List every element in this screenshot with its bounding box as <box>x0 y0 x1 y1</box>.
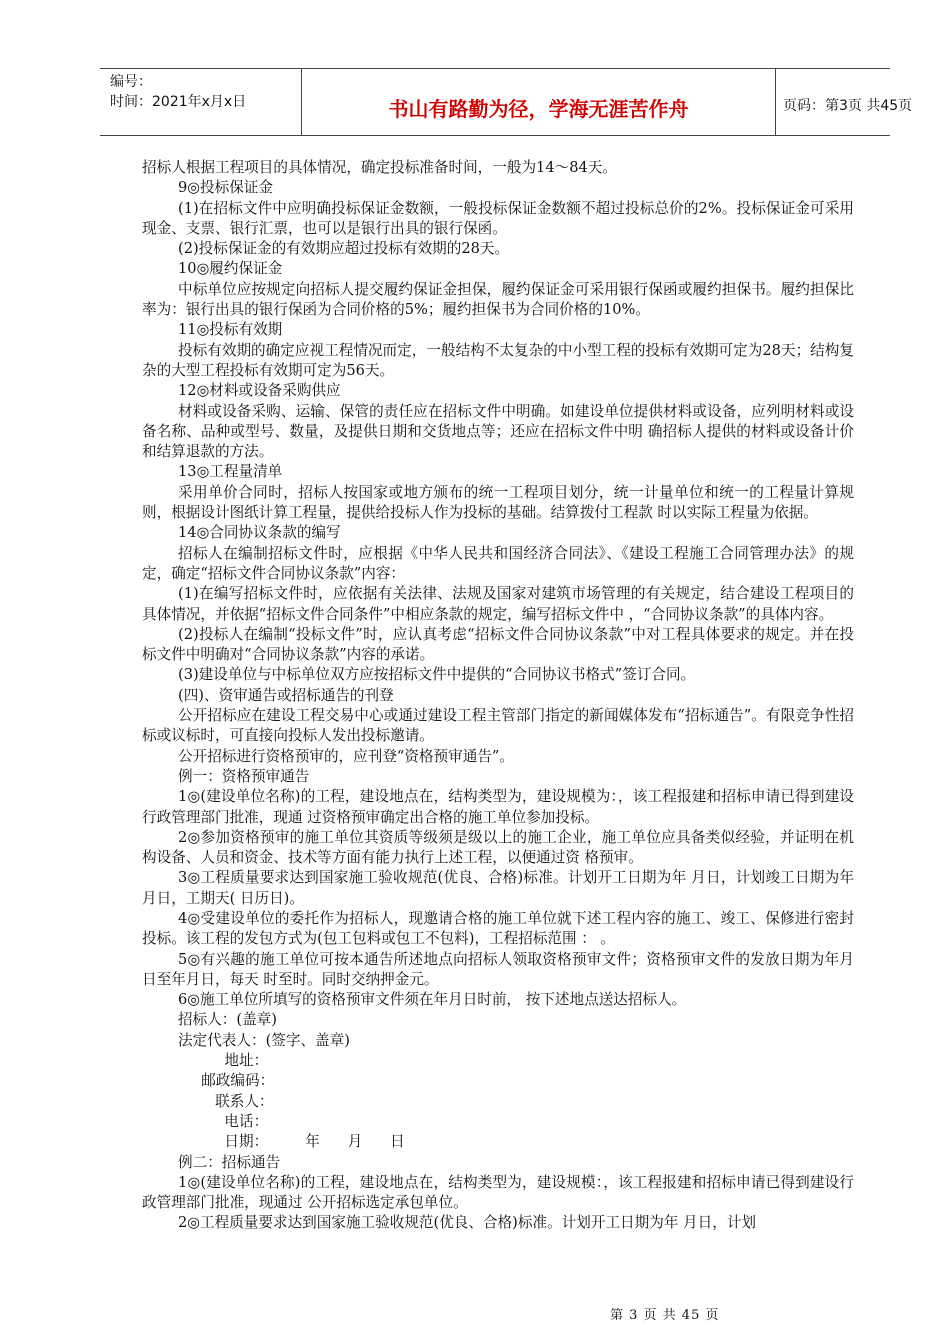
paragraph: (1)在编写招标文件时，应依据有关法律、法规及国家对建筑市场管理的有关规定，结合建设工程项目的具体情况，并依据“招标文件合同条件”中相应条款的规定，编写招标文件中 ，“合同协议条款”的具体内容。 <box>142 585 854 623</box>
paragraph: 招标人：(盖章) <box>178 1011 277 1029</box>
motto: 书山有路勤为径，学海无涯苦作舟 <box>388 97 689 121</box>
paragraph: 公开招标进行资格预审的，应刊登“资格预审通告”。 <box>178 747 514 765</box>
paragraph: 11◎投标有效期 <box>178 321 283 339</box>
paragraph: 6◎施工单位所填写的资格预审文件须在年月日时前， 按下述地点送达招标人。 <box>178 991 687 1009</box>
paragraph: 招标人在编制招标文件时，应根据《中华人民共和国经济合同法》、《建设工程施工合同管理办法》的规定，确定“招标文件合同协议条款”内容： <box>142 544 854 582</box>
header-motto-cell <box>301 69 776 135</box>
page-header <box>100 68 913 136</box>
document-body <box>142 158 854 1234</box>
paragraph: (3)建设单位与中标单位双方应按招标文件中提供的“合同协议书格式”签订合同。 <box>178 666 696 684</box>
header-page-cell <box>775 69 913 135</box>
paragraph: 材料或设备采购、运输、保管的责任应在招标文件中明确。如建设单位提供材料或设备，应列明材料或设备名称、品种或型号、数量，及提供日期和交货地点等；还应在招标文件中明 确招标人提供的材料或设备计价和结算退款的方法。 <box>142 402 854 461</box>
paragraph: 邮政编码： <box>178 1072 275 1090</box>
paragraph: 2◎工程质量要求达到国家施工验收规范(优良、合格)标准。计划开工日期为年 月日，计划 <box>178 1214 757 1232</box>
page-info: 页码：第3页 共45页 <box>783 98 913 114</box>
paragraph: 联系人： <box>178 1092 274 1110</box>
paragraph: 法定代表人：(签字、盖章) <box>178 1031 350 1049</box>
time-label: 时间：2021年x月x日 <box>110 94 247 110</box>
paragraph: 中标单位应按规定向招标人提交履约保证金担保，履约保证金可采用银行保函或履约担保书。履约担保比率为：银行出具的银行保函为合同价格的5%；履约担保书为合同价格的10%。 <box>142 280 854 319</box>
paragraph: 日期： 年 月 日 <box>178 1133 405 1151</box>
paragraph: 采用单价合同时，招标人按国家或地方颁布的统一工程项目划分，统一计量单位和统一的工程量计算规则，根据设计图纸计算工程量，提供给投标人作为投标的基础。结算拨付工程款 时以实际工程量为依据。 <box>142 483 854 522</box>
paragraph: (2)投标保证金的有效期应超过投标有效期的28天。 <box>178 240 510 258</box>
paragraph: 14◎合同协议条款的编写 <box>178 524 341 542</box>
paragraph: (1)在招标文件中应明确投标保证金数额，一般投标保证金数额不超过投标总价的2%。投标保证金可采用现金、支票、银行汇票，也可以是银行出具的银行保函。 <box>142 199 854 237</box>
paragraph: (2)投标人在编制“投标文件”时，应认真考虑“招标文件合同协议条款”中对工程具体要求的规定。并在投标文件中明确对“合同协议条款”内容的承诺。 <box>142 625 854 664</box>
paragraph: 电话： <box>178 1112 269 1130</box>
footer-page-number: 第 3 页 共 45 页 <box>610 1308 720 1323</box>
paragraph: 13◎工程量清单 <box>178 463 283 481</box>
code-label: 编号： <box>110 74 152 90</box>
paragraph: 5◎有兴趣的施工单位可按本通告所述地点向招标人领取资格预审文件；资格预审文件的发放日期为年月日至年月日，每天 时至时。同时交纳押金元。 <box>142 950 854 988</box>
paragraph: 4◎受建设单位的委托作为招标人，现邀请合格的施工单位就下述工程内容的施工、竣工、保修进行密封投标。该工程的发包方式为(包工包料或包工不包料)，工程招标范围 ： 。 <box>142 909 854 948</box>
paragraph: 9◎投标保证金 <box>178 179 273 197</box>
paragraph: 招标人根据工程项目的具体情况，确定投标准备时间，一般为14～84天。 <box>142 159 617 176</box>
paragraph: 地址： <box>178 1052 269 1070</box>
paragraph: 2◎参加资格预审的施工单位其资质等级须是级以上的施工企业，施工单位应具备类似经验，并证明在机构设备、人员和资金、技术等方面有能力执行上述工程，以便通过资 格预审。 <box>142 828 854 867</box>
paragraph: 10◎履约保证金 <box>178 260 283 278</box>
paragraph: 投标有效期的确定应视工程情况而定，一般结构不太复杂的中小型工程的投标有效期可定为28天；结构复杂的大型工程投标有效期可定为56天。 <box>142 341 854 379</box>
paragraph: 12◎材料或设备采购供应 <box>178 382 341 400</box>
paragraph: (四)、资审通告或招标通告的刊登 <box>178 686 394 704</box>
paragraph: 例一：资格预审通告 <box>178 767 310 785</box>
header-meta <box>100 69 300 135</box>
paragraph: 1◎(建设单位名称)的工程，建设地点在，结构类型为，建设规模为：，该工程报建和招标申请已得到建设行政管理部门批准，现通 过资格预审确定出合格的施工单位参加投标。 <box>142 788 854 826</box>
paragraph: 公开招标应在建设工程交易中心或通过建设工程主管部门指定的新闻媒体发布“招标通告”。有限竞争性招标或议标时，可直接向投标人发出投标邀请。 <box>142 707 854 745</box>
paragraph: 3◎工程质量要求达到国家施工验收规范(优良、合格)标准。计划开工日期为年 月日，计划竣工日期为年月日，工期天( 日历日)。 <box>142 869 854 907</box>
paragraph: 1◎(建设单位名称)的工程，建设地点在，结构类型为，建设规模：，该工程报建和招标申请已得到建设行政管理部门批准，现通过 公开招标选定承包单位。 <box>142 1173 854 1212</box>
paragraph: 例二：招标通告 <box>178 1153 281 1171</box>
